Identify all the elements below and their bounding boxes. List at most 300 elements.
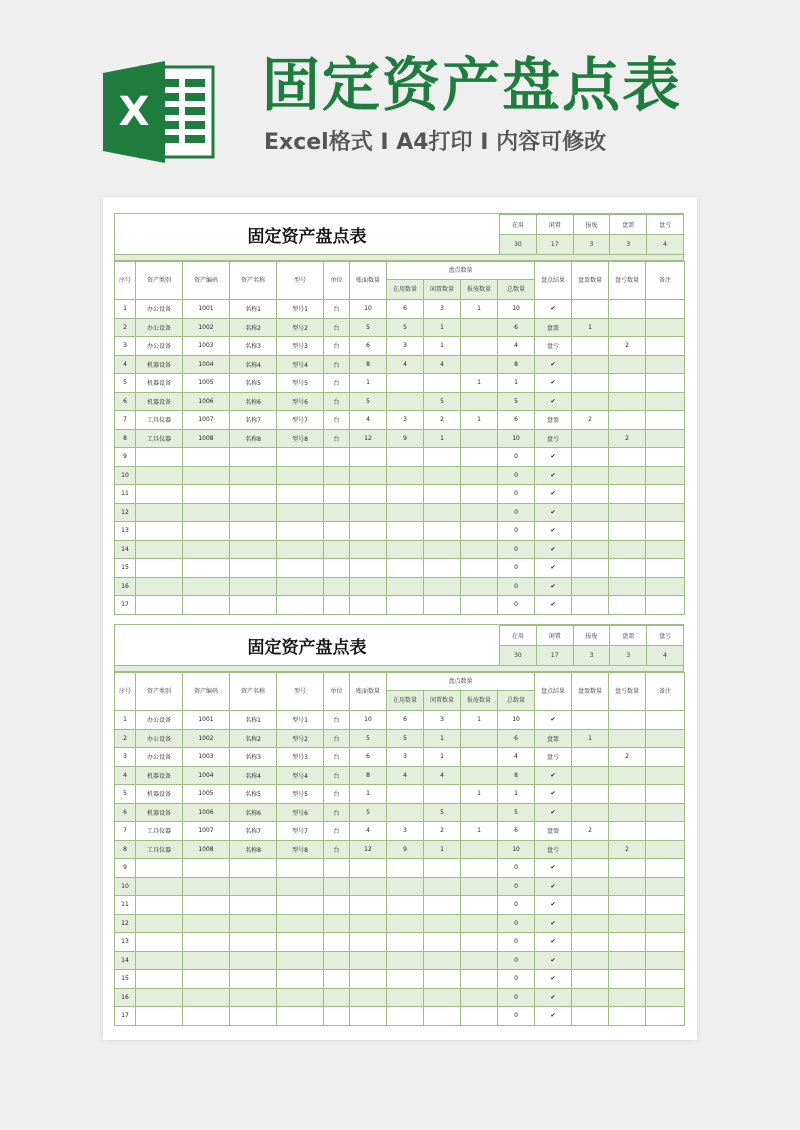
table-cell[interactable]: 2 [609, 429, 646, 448]
table-cell[interactable]: 型号6 [277, 392, 324, 411]
table-cell[interactable]: 机器设备 [136, 392, 183, 411]
table-cell[interactable] [461, 577, 498, 596]
table-cell[interactable] [646, 300, 685, 319]
table-cell[interactable] [424, 951, 461, 970]
table-cell[interactable]: 型号6 [277, 803, 324, 822]
table-cell[interactable] [609, 540, 646, 559]
table-cell[interactable] [461, 503, 498, 522]
table-cell[interactable] [324, 577, 350, 596]
table-cell[interactable]: 机器设备 [136, 803, 183, 822]
table-cell[interactable] [277, 988, 324, 1007]
table-cell[interactable] [136, 540, 183, 559]
table-cell[interactable] [646, 522, 685, 541]
table-cell[interactable]: 1 [424, 429, 461, 448]
table-cell[interactable]: 17 [115, 596, 136, 615]
table-cell[interactable] [461, 840, 498, 859]
table-cell[interactable] [572, 896, 609, 915]
table-cell[interactable]: 名称2 [230, 318, 277, 337]
table-cell[interactable]: 13 [115, 933, 136, 952]
table-cell[interactable]: 3 [387, 411, 424, 430]
table-cell[interactable] [387, 374, 424, 393]
table-cell[interactable]: 办公设备 [136, 337, 183, 356]
table-cell[interactable]: ✔ [535, 577, 572, 596]
table-cell[interactable] [277, 596, 324, 615]
table-cell[interactable] [572, 803, 609, 822]
table-cell[interactable] [646, 466, 685, 485]
table-cell[interactable]: 0 [498, 577, 535, 596]
table-cell[interactable]: 0 [498, 933, 535, 952]
table-cell[interactable] [230, 896, 277, 915]
table-cell[interactable] [646, 374, 685, 393]
table-cell[interactable] [324, 877, 350, 896]
table-cell[interactable] [230, 988, 277, 1007]
table-cell[interactable] [461, 914, 498, 933]
table-cell[interactable]: 盘亏 [535, 429, 572, 448]
table-cell[interactable] [230, 522, 277, 541]
table-cell[interactable] [230, 485, 277, 504]
table-cell[interactable] [572, 448, 609, 467]
table-cell[interactable] [572, 355, 609, 374]
table-cell[interactable] [646, 485, 685, 504]
table-cell[interactable]: 名称6 [230, 392, 277, 411]
table-cell[interactable] [387, 503, 424, 522]
table-cell[interactable] [646, 711, 685, 730]
table-cell[interactable]: 台 [324, 392, 350, 411]
table-cell[interactable] [646, 540, 685, 559]
table-cell[interactable] [277, 503, 324, 522]
table-cell[interactable] [183, 522, 230, 541]
table-cell[interactable] [461, 448, 498, 467]
table-cell[interactable]: 9 [115, 448, 136, 467]
table-cell[interactable] [609, 318, 646, 337]
table-cell[interactable]: 1 [350, 374, 387, 393]
table-cell[interactable] [424, 933, 461, 952]
table-cell[interactable]: 3 [115, 748, 136, 767]
table-cell[interactable]: 1001 [183, 300, 230, 319]
table-cell[interactable] [646, 1007, 685, 1026]
table-cell[interactable] [387, 1007, 424, 1026]
table-cell[interactable] [646, 877, 685, 896]
table-cell[interactable]: 5 [387, 318, 424, 337]
table-cell[interactable] [350, 596, 387, 615]
table-cell[interactable]: 8 [498, 766, 535, 785]
table-cell[interactable]: 5 [350, 392, 387, 411]
table-cell[interactable] [609, 933, 646, 952]
table-cell[interactable]: 1 [350, 785, 387, 804]
table-cell[interactable] [609, 877, 646, 896]
table-cell[interactable]: 5 [498, 392, 535, 411]
table-cell[interactable]: 10 [498, 711, 535, 730]
table-cell[interactable]: 0 [498, 559, 535, 578]
table-cell[interactable] [387, 933, 424, 952]
table-cell[interactable] [461, 729, 498, 748]
table-cell[interactable] [572, 970, 609, 989]
table-cell[interactable]: 4 [350, 411, 387, 430]
table-cell[interactable] [461, 540, 498, 559]
table-cell[interactable]: 1008 [183, 429, 230, 448]
table-cell[interactable]: 8 [498, 355, 535, 374]
table-cell[interactable]: ✔ [535, 711, 572, 730]
table-cell[interactable] [572, 766, 609, 785]
table-cell[interactable] [609, 988, 646, 1007]
table-cell[interactable] [350, 1007, 387, 1026]
table-cell[interactable]: 工具仪器 [136, 411, 183, 430]
table-cell[interactable]: 1002 [183, 318, 230, 337]
table-cell[interactable]: 9 [387, 429, 424, 448]
table-cell[interactable]: 名称4 [230, 355, 277, 374]
table-cell[interactable] [424, 896, 461, 915]
table-cell[interactable] [646, 596, 685, 615]
table-cell[interactable] [424, 596, 461, 615]
table-cell[interactable]: 0 [498, 448, 535, 467]
table-cell[interactable] [461, 951, 498, 970]
table-cell[interactable]: 0 [498, 896, 535, 915]
table-cell[interactable]: 0 [498, 914, 535, 933]
table-cell[interactable] [646, 729, 685, 748]
table-cell[interactable]: 台 [324, 355, 350, 374]
table-cell[interactable]: 3 [387, 822, 424, 841]
table-cell[interactable] [350, 896, 387, 915]
table-cell[interactable] [572, 540, 609, 559]
table-cell[interactable] [136, 559, 183, 578]
table-cell[interactable] [324, 896, 350, 915]
table-cell[interactable] [183, 970, 230, 989]
table-cell[interactable] [609, 300, 646, 319]
table-cell[interactable] [136, 877, 183, 896]
table-cell[interactable]: 名称5 [230, 785, 277, 804]
table-cell[interactable]: 1 [424, 729, 461, 748]
table-cell[interactable] [609, 466, 646, 485]
table-cell[interactable] [424, 914, 461, 933]
table-cell[interactable] [609, 448, 646, 467]
table-cell[interactable] [609, 577, 646, 596]
table-cell[interactable]: 台 [324, 411, 350, 430]
table-cell[interactable] [183, 485, 230, 504]
table-cell[interactable] [424, 970, 461, 989]
table-cell[interactable] [277, 877, 324, 896]
table-cell[interactable]: 3 [387, 337, 424, 356]
table-cell[interactable] [461, 355, 498, 374]
table-cell[interactable]: 15 [115, 970, 136, 989]
table-cell[interactable]: 5 [350, 318, 387, 337]
table-cell[interactable]: 机器设备 [136, 766, 183, 785]
table-cell[interactable]: 型号4 [277, 766, 324, 785]
table-cell[interactable] [461, 559, 498, 578]
table-cell[interactable] [572, 933, 609, 952]
table-cell[interactable]: 台 [324, 822, 350, 841]
table-cell[interactable] [387, 896, 424, 915]
table-cell[interactable] [183, 877, 230, 896]
table-cell[interactable]: 型号5 [277, 785, 324, 804]
table-cell[interactable] [646, 577, 685, 596]
table-cell[interactable] [646, 785, 685, 804]
table-cell[interactable] [646, 559, 685, 578]
table-cell[interactable]: 台 [324, 803, 350, 822]
table-cell[interactable] [646, 448, 685, 467]
table-cell[interactable]: ✔ [535, 1007, 572, 1026]
table-cell[interactable] [609, 503, 646, 522]
table-cell[interactable] [424, 448, 461, 467]
table-cell[interactable] [183, 988, 230, 1007]
table-cell[interactable]: 盘盈 [535, 729, 572, 748]
table-cell[interactable] [230, 877, 277, 896]
table-cell[interactable]: 名称8 [230, 429, 277, 448]
table-cell[interactable] [646, 503, 685, 522]
table-cell[interactable] [277, 559, 324, 578]
table-cell[interactable] [609, 411, 646, 430]
table-cell[interactable] [324, 933, 350, 952]
table-cell[interactable] [424, 877, 461, 896]
table-cell[interactable] [136, 970, 183, 989]
table-cell[interactable] [387, 559, 424, 578]
table-cell[interactable] [572, 748, 609, 767]
table-cell[interactable] [230, 859, 277, 878]
table-cell[interactable]: 机器设备 [136, 785, 183, 804]
table-cell[interactable]: 6 [387, 711, 424, 730]
table-cell[interactable] [609, 859, 646, 878]
table-cell[interactable] [136, 988, 183, 1007]
table-cell[interactable] [572, 859, 609, 878]
table-cell[interactable] [183, 933, 230, 952]
table-cell[interactable]: 11 [115, 896, 136, 915]
table-cell[interactable] [572, 300, 609, 319]
table-cell[interactable]: ✔ [535, 374, 572, 393]
table-cell[interactable] [183, 1007, 230, 1026]
table-cell[interactable] [387, 577, 424, 596]
table-cell[interactable] [350, 485, 387, 504]
table-cell[interactable]: 盘亏 [535, 748, 572, 767]
table-cell[interactable]: 名称4 [230, 766, 277, 785]
table-cell[interactable]: 4 [424, 766, 461, 785]
table-cell[interactable] [646, 896, 685, 915]
table-cell[interactable] [324, 503, 350, 522]
table-cell[interactable]: 13 [115, 522, 136, 541]
table-cell[interactable] [572, 337, 609, 356]
table-cell[interactable]: 台 [324, 300, 350, 319]
table-cell[interactable]: 0 [498, 951, 535, 970]
table-cell[interactable] [324, 988, 350, 1007]
table-cell[interactable]: 0 [498, 466, 535, 485]
table-cell[interactable] [350, 877, 387, 896]
table-cell[interactable] [572, 503, 609, 522]
table-cell[interactable]: 工具仪器 [136, 822, 183, 841]
table-cell[interactable] [572, 711, 609, 730]
table-cell[interactable] [136, 914, 183, 933]
table-cell[interactable]: 盘盈 [535, 318, 572, 337]
table-cell[interactable] [461, 318, 498, 337]
table-cell[interactable]: 1 [461, 374, 498, 393]
table-cell[interactable] [387, 877, 424, 896]
table-cell[interactable]: 5 [424, 392, 461, 411]
table-cell[interactable]: 0 [498, 522, 535, 541]
table-cell[interactable] [136, 503, 183, 522]
table-cell[interactable]: ✔ [535, 559, 572, 578]
table-cell[interactable] [277, 466, 324, 485]
table-cell[interactable]: 1007 [183, 411, 230, 430]
table-cell[interactable]: 0 [498, 596, 535, 615]
table-cell[interactable] [461, 877, 498, 896]
table-cell[interactable] [572, 374, 609, 393]
table-cell[interactable]: 2 [424, 411, 461, 430]
table-cell[interactable] [183, 859, 230, 878]
table-cell[interactable]: 8 [350, 355, 387, 374]
table-cell[interactable] [350, 466, 387, 485]
table-cell[interactable] [324, 596, 350, 615]
table-cell[interactable] [424, 540, 461, 559]
table-cell[interactable]: 工具仪器 [136, 429, 183, 448]
table-cell[interactable]: ✔ [535, 540, 572, 559]
table-cell[interactable]: ✔ [535, 766, 572, 785]
table-cell[interactable] [424, 522, 461, 541]
table-cell[interactable]: 6 [498, 822, 535, 841]
table-cell[interactable]: 10 [498, 429, 535, 448]
table-cell[interactable]: 16 [115, 577, 136, 596]
table-cell[interactable] [609, 485, 646, 504]
table-cell[interactable] [136, 896, 183, 915]
table-cell[interactable] [646, 411, 685, 430]
table-cell[interactable]: 16 [115, 988, 136, 1007]
table-cell[interactable]: 台 [324, 729, 350, 748]
table-cell[interactable]: 1004 [183, 355, 230, 374]
table-cell[interactable]: 1 [461, 711, 498, 730]
table-cell[interactable] [609, 766, 646, 785]
table-cell[interactable] [183, 951, 230, 970]
table-cell[interactable]: 5 [498, 803, 535, 822]
table-cell[interactable] [230, 914, 277, 933]
table-cell[interactable]: ✔ [535, 596, 572, 615]
table-cell[interactable] [646, 766, 685, 785]
table-cell[interactable] [136, 485, 183, 504]
table-cell[interactable] [646, 803, 685, 822]
table-cell[interactable] [609, 896, 646, 915]
table-cell[interactable]: 4 [498, 748, 535, 767]
table-cell[interactable]: 7 [115, 411, 136, 430]
table-cell[interactable]: 1 [424, 748, 461, 767]
table-cell[interactable]: 2 [424, 822, 461, 841]
table-cell[interactable]: 1008 [183, 840, 230, 859]
table-cell[interactable] [609, 914, 646, 933]
table-cell[interactable]: 17 [115, 1007, 136, 1026]
table-cell[interactable] [387, 485, 424, 504]
table-cell[interactable] [461, 429, 498, 448]
table-cell[interactable] [350, 933, 387, 952]
table-cell[interactable]: 0 [498, 503, 535, 522]
table-cell[interactable]: 10 [498, 840, 535, 859]
table-cell[interactable] [424, 785, 461, 804]
table-cell[interactable]: 名称5 [230, 374, 277, 393]
table-cell[interactable] [572, 559, 609, 578]
table-cell[interactable] [324, 859, 350, 878]
table-cell[interactable]: 0 [498, 877, 535, 896]
table-cell[interactable] [461, 748, 498, 767]
table-cell[interactable] [609, 559, 646, 578]
table-cell[interactable] [461, 466, 498, 485]
table-cell[interactable] [424, 577, 461, 596]
table-cell[interactable]: 4 [387, 355, 424, 374]
table-cell[interactable]: 台 [324, 840, 350, 859]
table-cell[interactable] [387, 785, 424, 804]
table-cell[interactable]: 盘亏 [535, 337, 572, 356]
table-cell[interactable]: 型号1 [277, 711, 324, 730]
table-cell[interactable]: 1001 [183, 711, 230, 730]
table-cell[interactable] [572, 1007, 609, 1026]
table-cell[interactable]: 0 [498, 1007, 535, 1026]
table-cell[interactable] [324, 559, 350, 578]
table-cell[interactable]: 型号1 [277, 300, 324, 319]
table-cell[interactable]: 1 [461, 300, 498, 319]
table-cell[interactable]: 1 [461, 411, 498, 430]
table-cell[interactable]: 工具仪器 [136, 840, 183, 859]
table-cell[interactable]: 盘亏 [535, 840, 572, 859]
table-cell[interactable]: 12 [115, 503, 136, 522]
table-cell[interactable] [230, 596, 277, 615]
table-cell[interactable] [277, 522, 324, 541]
table-cell[interactable] [424, 988, 461, 1007]
table-cell[interactable]: 1007 [183, 822, 230, 841]
table-cell[interactable] [230, 540, 277, 559]
table-cell[interactable] [609, 392, 646, 411]
table-cell[interactable]: 3 [424, 711, 461, 730]
table-cell[interactable]: 6 [350, 337, 387, 356]
table-cell[interactable] [136, 951, 183, 970]
table-cell[interactable] [424, 466, 461, 485]
table-cell[interactable] [350, 988, 387, 1007]
table-cell[interactable]: 办公设备 [136, 711, 183, 730]
table-cell[interactable] [230, 933, 277, 952]
table-cell[interactable] [230, 577, 277, 596]
table-cell[interactable] [350, 577, 387, 596]
table-cell[interactable] [387, 803, 424, 822]
table-cell[interactable] [387, 466, 424, 485]
table-cell[interactable]: 1005 [183, 785, 230, 804]
table-cell[interactable]: 14 [115, 951, 136, 970]
table-cell[interactable] [572, 914, 609, 933]
table-cell[interactable]: 办公设备 [136, 300, 183, 319]
table-cell[interactable]: 1 [498, 785, 535, 804]
table-cell[interactable]: 型号7 [277, 822, 324, 841]
table-cell[interactable] [277, 485, 324, 504]
table-cell[interactable] [183, 559, 230, 578]
table-cell[interactable] [646, 355, 685, 374]
table-cell[interactable]: 0 [498, 859, 535, 878]
table-cell[interactable] [230, 1007, 277, 1026]
table-cell[interactable]: 台 [324, 429, 350, 448]
table-cell[interactable] [387, 448, 424, 467]
table-cell[interactable]: 6 [498, 411, 535, 430]
table-cell[interactable]: 5 [350, 803, 387, 822]
table-cell[interactable]: 4 [115, 766, 136, 785]
table-cell[interactable] [387, 596, 424, 615]
table-cell[interactable] [461, 933, 498, 952]
table-cell[interactable]: 10 [498, 300, 535, 319]
table-cell[interactable]: 5 [115, 785, 136, 804]
table-cell[interactable]: 盘盈 [535, 822, 572, 841]
table-cell[interactable] [387, 988, 424, 1007]
table-cell[interactable]: 1003 [183, 748, 230, 767]
table-cell[interactable]: 名称3 [230, 748, 277, 767]
table-cell[interactable]: 型号8 [277, 429, 324, 448]
table-cell[interactable]: ✔ [535, 785, 572, 804]
table-cell[interactable] [461, 522, 498, 541]
table-cell[interactable]: 14 [115, 540, 136, 559]
table-cell[interactable] [387, 970, 424, 989]
table-cell[interactable]: 5 [350, 729, 387, 748]
table-cell[interactable] [350, 951, 387, 970]
table-cell[interactable]: 10 [350, 300, 387, 319]
table-cell[interactable]: 1 [461, 785, 498, 804]
table-cell[interactable] [609, 711, 646, 730]
table-cell[interactable] [350, 522, 387, 541]
